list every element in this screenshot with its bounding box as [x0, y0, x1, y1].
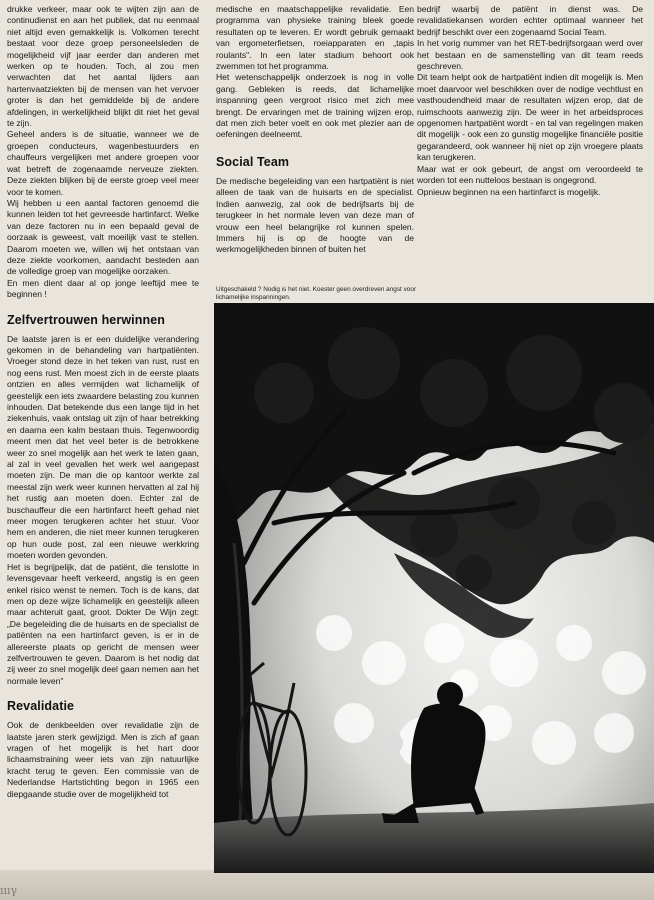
- paragraph: De medische begeleiding van een hartpatiënt is niet alleen de taak van de huisarts en de specialist. Indien aanwezig, zal ook de bedrijfsarts bij de terugkeer in het normale leven van deze man of vrouw een heel belangrijke rol kunnen spelen. Immers hij is op de hoogte van de werkmogelijkheden binnen of buiten het: [216, 175, 414, 255]
- paragraph: Geheel anders is de situatie, wanneer we de groepen conducteurs, wagenbestuurders en chauffeurs vergelijken met andere groepen voor wat betreft de zogenaamde nerveuze ziekten. Deze ziekten blijken bij de eerste groep veel meer voor te komen.: [7, 129, 199, 197]
- section-heading-social-team: Social Team: [216, 154, 290, 169]
- paragraph: drukke verkeer, maar ook te wijten zijn aan de continudienst en aan het publiek, dat nu eenmaal niet altijd even gemakkelijk is. Volkomen terecht bestaat voor deze groep personeelsleden de mogelijkheid vijf jaar eerder dan anderen met werken op te houden. Toch, al zou men verwachten dat het aantal lijders aan hartenvaatziekten bij de mensen van het vervoer groter is dan het gemiddelde bij de andere afdelingen, in werkelijkheid blijkt dit niet het geval te zijn.: [7, 4, 199, 129]
- article-column-3: [417, 4, 643, 198]
- paragraph: Opnieuw beginnen na een hartinfarct is mogelijk.: [417, 186, 601, 197]
- section-heading-revalidatie: Revalidatie: [7, 699, 75, 714]
- paragraph: Maar wat er ook gebeurt, de angst om veroordeeld te worden tot een nutteloos bestaan is ongegrond.: [417, 163, 643, 186]
- paragraph: En men dient daar al op jonge leeftijd mee te beginnen !: [7, 277, 199, 300]
- photo-illustration: [214, 303, 654, 873]
- page-edge-mark: ıııγ: [0, 884, 18, 897]
- paragraph: medische en maatschappelijke revalidatie. Een programma van physieke training bleek goede resultaten op te leveren. Er wordt gebruik gemaakt van ergometerfietsen, roeiapparaten en „tapis roulants". In een later stadium behoort ook zwemmen tot het programma.: [216, 4, 414, 72]
- paragraph: In het vorig nummer van het RET-bedrijfsorgaan werd over het bestaan en de samenstelling van dit team reeds geschreven.: [417, 38, 643, 72]
- page-bottom-edge: [0, 870, 654, 900]
- section-heading-zelfvertrouwen: Zelfvertrouwen herwinnen: [7, 312, 165, 327]
- paragraph: De laatste jaren is er een duidelijke verandering gekomen in de behandeling van hartpatiënten. Vroeger stond deze in het teken van rust, rust en nog eens rust. Men moest zich in de eerste plaats ontzien en alles vermijden wat lichamelijk of geestelijk een iets zwaardere belasting zou kunnen inhouden. Dat betekende dus een lange tijd in het ziekenhuis, vaak ontslag uit zijn of haar betrekking en daarna een kalm bestaan thuis. Tegenwoordig meent men dat het veel beter is de betrokkene weer zo snel mogelijk aan het werk te laten gaan, al zal in veel gevallen het werk wel aangepast moeten zijn. De man die op kantoor werkte zal meestal zijn werk weer kunnen hervatten al zal hij het rustig aan moeten doen. Echter zal de buschauffeur die een hartinfarct heeft gehad niet meer mogen terugkeren achter het stuur. Voor hem en anderen, die niet meer kunnen terugkeren op hun oude post, zal een nieuwe werkkring moeten worden gevonden.: [7, 333, 199, 561]
- paragraph: bedrijf waarbij de patiënt in dienst was. De revalidatiekansen worden echter optimaal wanneer het bedrijf beschikt over een zogenaamd Social Team.: [417, 4, 643, 37]
- article-column-2: [216, 4, 414, 256]
- article-column-1: [7, 4, 199, 800]
- paragraph: Dit team helpt ook de hartpatiënt indien dit mogelijk is. Men moet daarvoor wel beschikken over de nodige vechtlust en vasthoudendheid maar de resultaten wijzen erop, dat de ruimschoots aanwezig zijn. De weer in het arbeidsproces opgenomen hartpatiënt wordt - en tal van regelingen maken dit mogelijk - ook een zo gunstig mogelijke financiële positie gegarandeerd, ook wanneer hij niet op zijn vroegere plaats kan terugkeren.: [417, 72, 643, 163]
- photo-caption: Uitgeschakeld ? Nodig is het niet. Koester geen overdreven angst voor lichamelijke inspanningen.: [216, 286, 417, 301]
- photo-man-under-tree: [214, 303, 654, 873]
- paragraph: Wij hebben u een aantal factoren genoemd die kunnen leiden tot het gevreesde hartinfarct. Welke van deze factoren nu in een bepaald geval de oorzaak is geweest, valt moeilijk vast te stellen. Daarom moeten we, willen wij het ontstaan van deze ziekte voorkomen, aandacht besteden aan de volledige groep van mogelijke oorzaken.: [7, 197, 199, 277]
- paragraph: Het wetenschappelijk onderzoek is nog in volle gang. Gebleken is reeds, dat lichamelijke inspanning geen vergroot risico met zich mee brengt. De ervaringen met de training wijzen erop, dat men zich beter voelt en ook met plezier aan de oefeningen deelneemt.: [216, 72, 414, 140]
- paragraph: Ook de denkbeelden over revalidatie zijn de laatste jaren sterk gewijzigd. Men is zich af gaan vragen of het mogelijk is het hart door lichaamstraining weer iets van zijn natuurlijke kracht terug te geven. Een commissie van de Nederlandse Hartstichting begon in 1965 een diepgaande studie over de mogelijkheid tot: [7, 720, 199, 799]
- paragraph: Het is begrijpelijk, dat de patiënt, die tenslotte in levensgevaar heeft verkeerd, angstig is en geen enkel risico wenst te nemen. Toch is de kans, dat men op deze wijze lichamelijk en geestelijk alleen maar achteruit gaat, groot. Dokter De Wijn zegt: „De begeleiding die de huisarts en de specialist de patiënten na een hartinfarct geven, is er in de allereerste plaats op gericht de mensen weer zelfvertrouwen te geven. Daarom is het nodig dat zij weer zo snel mogelijk deel gaan nemen aan het normale leven": [7, 561, 199, 686]
